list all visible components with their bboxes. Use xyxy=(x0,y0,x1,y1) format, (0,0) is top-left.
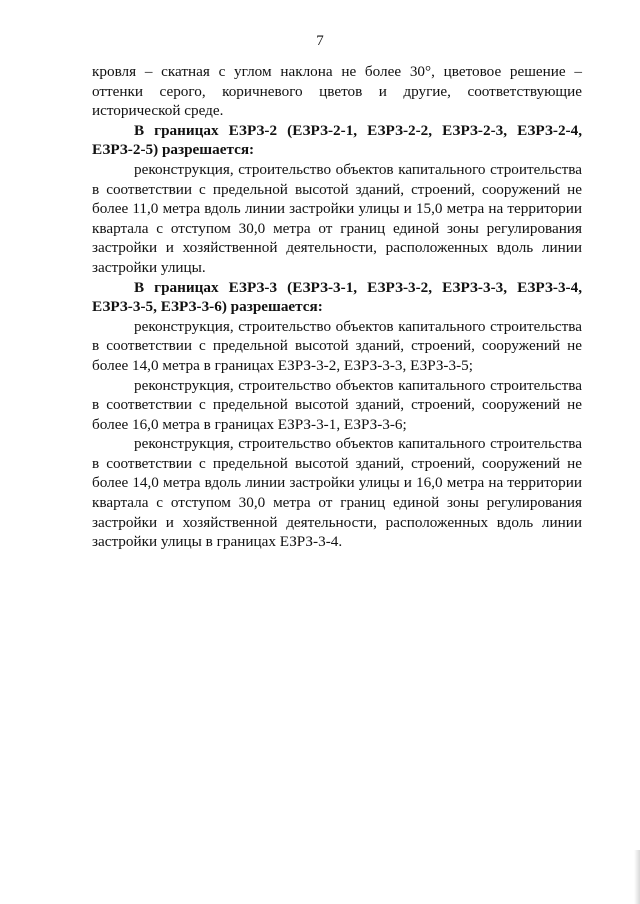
heading-ezrz-2: В границах ЕЗРЗ-2 (ЕЗРЗ-2-1, ЕЗРЗ-2-2, ЕЗРЗ-2-3, ЕЗРЗ-2-4, ЕЗРЗ-2-5) разрешается: xyxy=(92,121,582,159)
heading-ezrz-3: В границах ЕЗРЗ-3 (ЕЗРЗ-3-1, ЕЗРЗ-3-2, ЕЗРЗ-3-3, ЕЗРЗ-3-4, ЕЗРЗ-3-5, ЕЗРЗ-3-6) разрешается: xyxy=(92,278,582,316)
paragraph-roof-continuation: кровля – скатная с углом наклона не более 30°, цветовое решение – оттенки серого, коричневого цветов и другие, соответствующие исторической среде. xyxy=(92,63,582,120)
page-number: 7 xyxy=(316,33,324,49)
paragraph-ezrz-3-rule-2: реконструкция, строительство объектов капитального строительства в соответствии с предельной высотой зданий, строений, сооружений не более 16,0 метра в границах ЕЗРЗ-3-1, ЕЗРЗ-3-6; xyxy=(92,376,582,433)
paragraph-ezrz-3-rule-1: реконструкция, строительство объектов капитального строительства в соответствии с предельной высотой зданий, строений, сооружений не более 14,0 метра в границах ЕЗРЗ-3-2, ЕЗРЗ-3-3, ЕЗРЗ-3-5; xyxy=(92,317,582,374)
scan-edge-shadow xyxy=(634,850,640,904)
document-body xyxy=(92,62,582,552)
paragraph-ezrz-2-rule: реконструкция, строительство объектов капитального строительства в соответствии с предельной высотой зданий, строений, сооружений не более 11,0 метра вдоль линии застройки улицы и 15,0 метра на территории квартала с отступом 30,0 метра от границ единой зоны регулирования застройки и хозяйственной деятельности, расположенных вдоль линии застройки улицы. xyxy=(92,160,582,276)
paragraph-ezrz-3-rule-3: реконструкция, строительство объектов капитального строительства в соответствии с предельной высотой зданий, строений, сооружений не более 14,0 метра вдоль линии застройки улицы и 16,0 метра на территории квартала с отступом 30,0 метра от границ единой зоны регулирования застройки и хозяйственной деятельности, расположенных вдоль линии застройки улицы в границах ЕЗРЗ-3-4. xyxy=(92,435,582,551)
